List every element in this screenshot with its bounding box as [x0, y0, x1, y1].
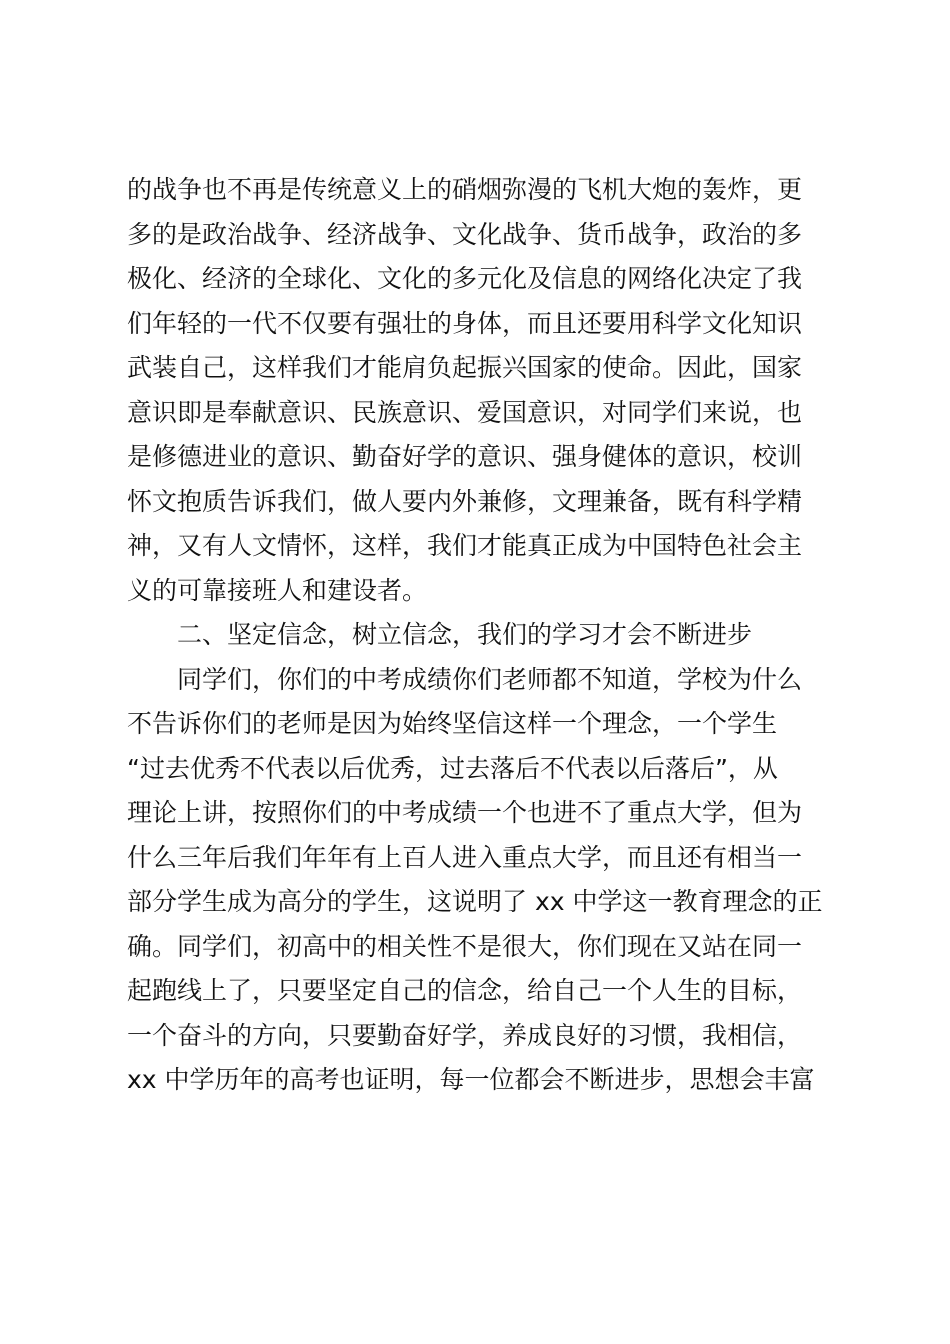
text-line: 多的是政治战争、经济战争、文化战争、货币战争，政治的多	[127, 219, 803, 249]
text-line: 确。同学们，初高中的相关性不是很大，你们现在又站在同一	[127, 931, 803, 961]
text-line: 同学们，你们的中考成绩你们老师都不知道，学校为什么	[177, 664, 803, 694]
document-body	[127, 168, 837, 1103]
heading-line: 二、坚定信念，树立信念，我们的学习才会不断进步	[177, 620, 753, 649]
text-line: “过去优秀不代表以后优秀，过去落后不代表以后落后”，从	[127, 753, 778, 783]
paragraph-firm-belief	[127, 658, 837, 1103]
text-line: 武装自己，这样我们才能肩负起振兴国家的使命。因此，国家	[127, 353, 803, 382]
section-heading	[127, 613, 837, 658]
text-line: 理论上讲，按照你们的中考成绩一个也进不了重点大学，但为	[127, 798, 803, 827]
text-line: 们年轻的一代不仅要有强壮的身体，而且还要用科学文化知识	[127, 308, 803, 338]
text-line: 意识即是奉献意识、民族意识、爱国意识，对同学们来说，也	[127, 397, 803, 427]
text-line: 怀文抱质告诉我们，做人要内外兼修，文理兼备，既有科学精	[127, 486, 803, 516]
text-line: 起跑线上了，只要坚定自己的信念，给自己一个人生的目标，	[127, 976, 803, 1005]
text-line: 义的可靠接班人和建设者。	[127, 575, 428, 605]
paragraph-national-awareness	[127, 168, 837, 613]
text-line: 神，又有人文情怀，这样，我们才能真正成为中国特色社会主	[127, 531, 803, 560]
text-line: 一个奋斗的方向，只要勤奋好学，养成良好的习惯，我相信，	[127, 1020, 803, 1050]
text-line: 部分学生成为高分的学生，这说明了 xx 中学这一教育理念的正	[127, 887, 823, 916]
text-line: 是修德进业的意识、勤奋好学的意识、强身健体的意识，校训	[127, 442, 803, 471]
text-line: 的战争也不再是传统意义上的硝烟弥漫的飞机大炮的轰炸，更	[127, 175, 803, 204]
text-line: 极化、经济的全球化、文化的多元化及信息的网络化决定了我	[127, 264, 803, 293]
text-line: 什么三年后我们年年有上百人进入重点大学，而且还有相当一	[127, 842, 803, 872]
text-line: 不告诉你们的老师是因为始终坚信这样一个理念，一个学生	[127, 709, 778, 738]
text-line: xx 中学历年的高考也证明，每一位都会不断进步，思想会丰富	[127, 1065, 815, 1094]
